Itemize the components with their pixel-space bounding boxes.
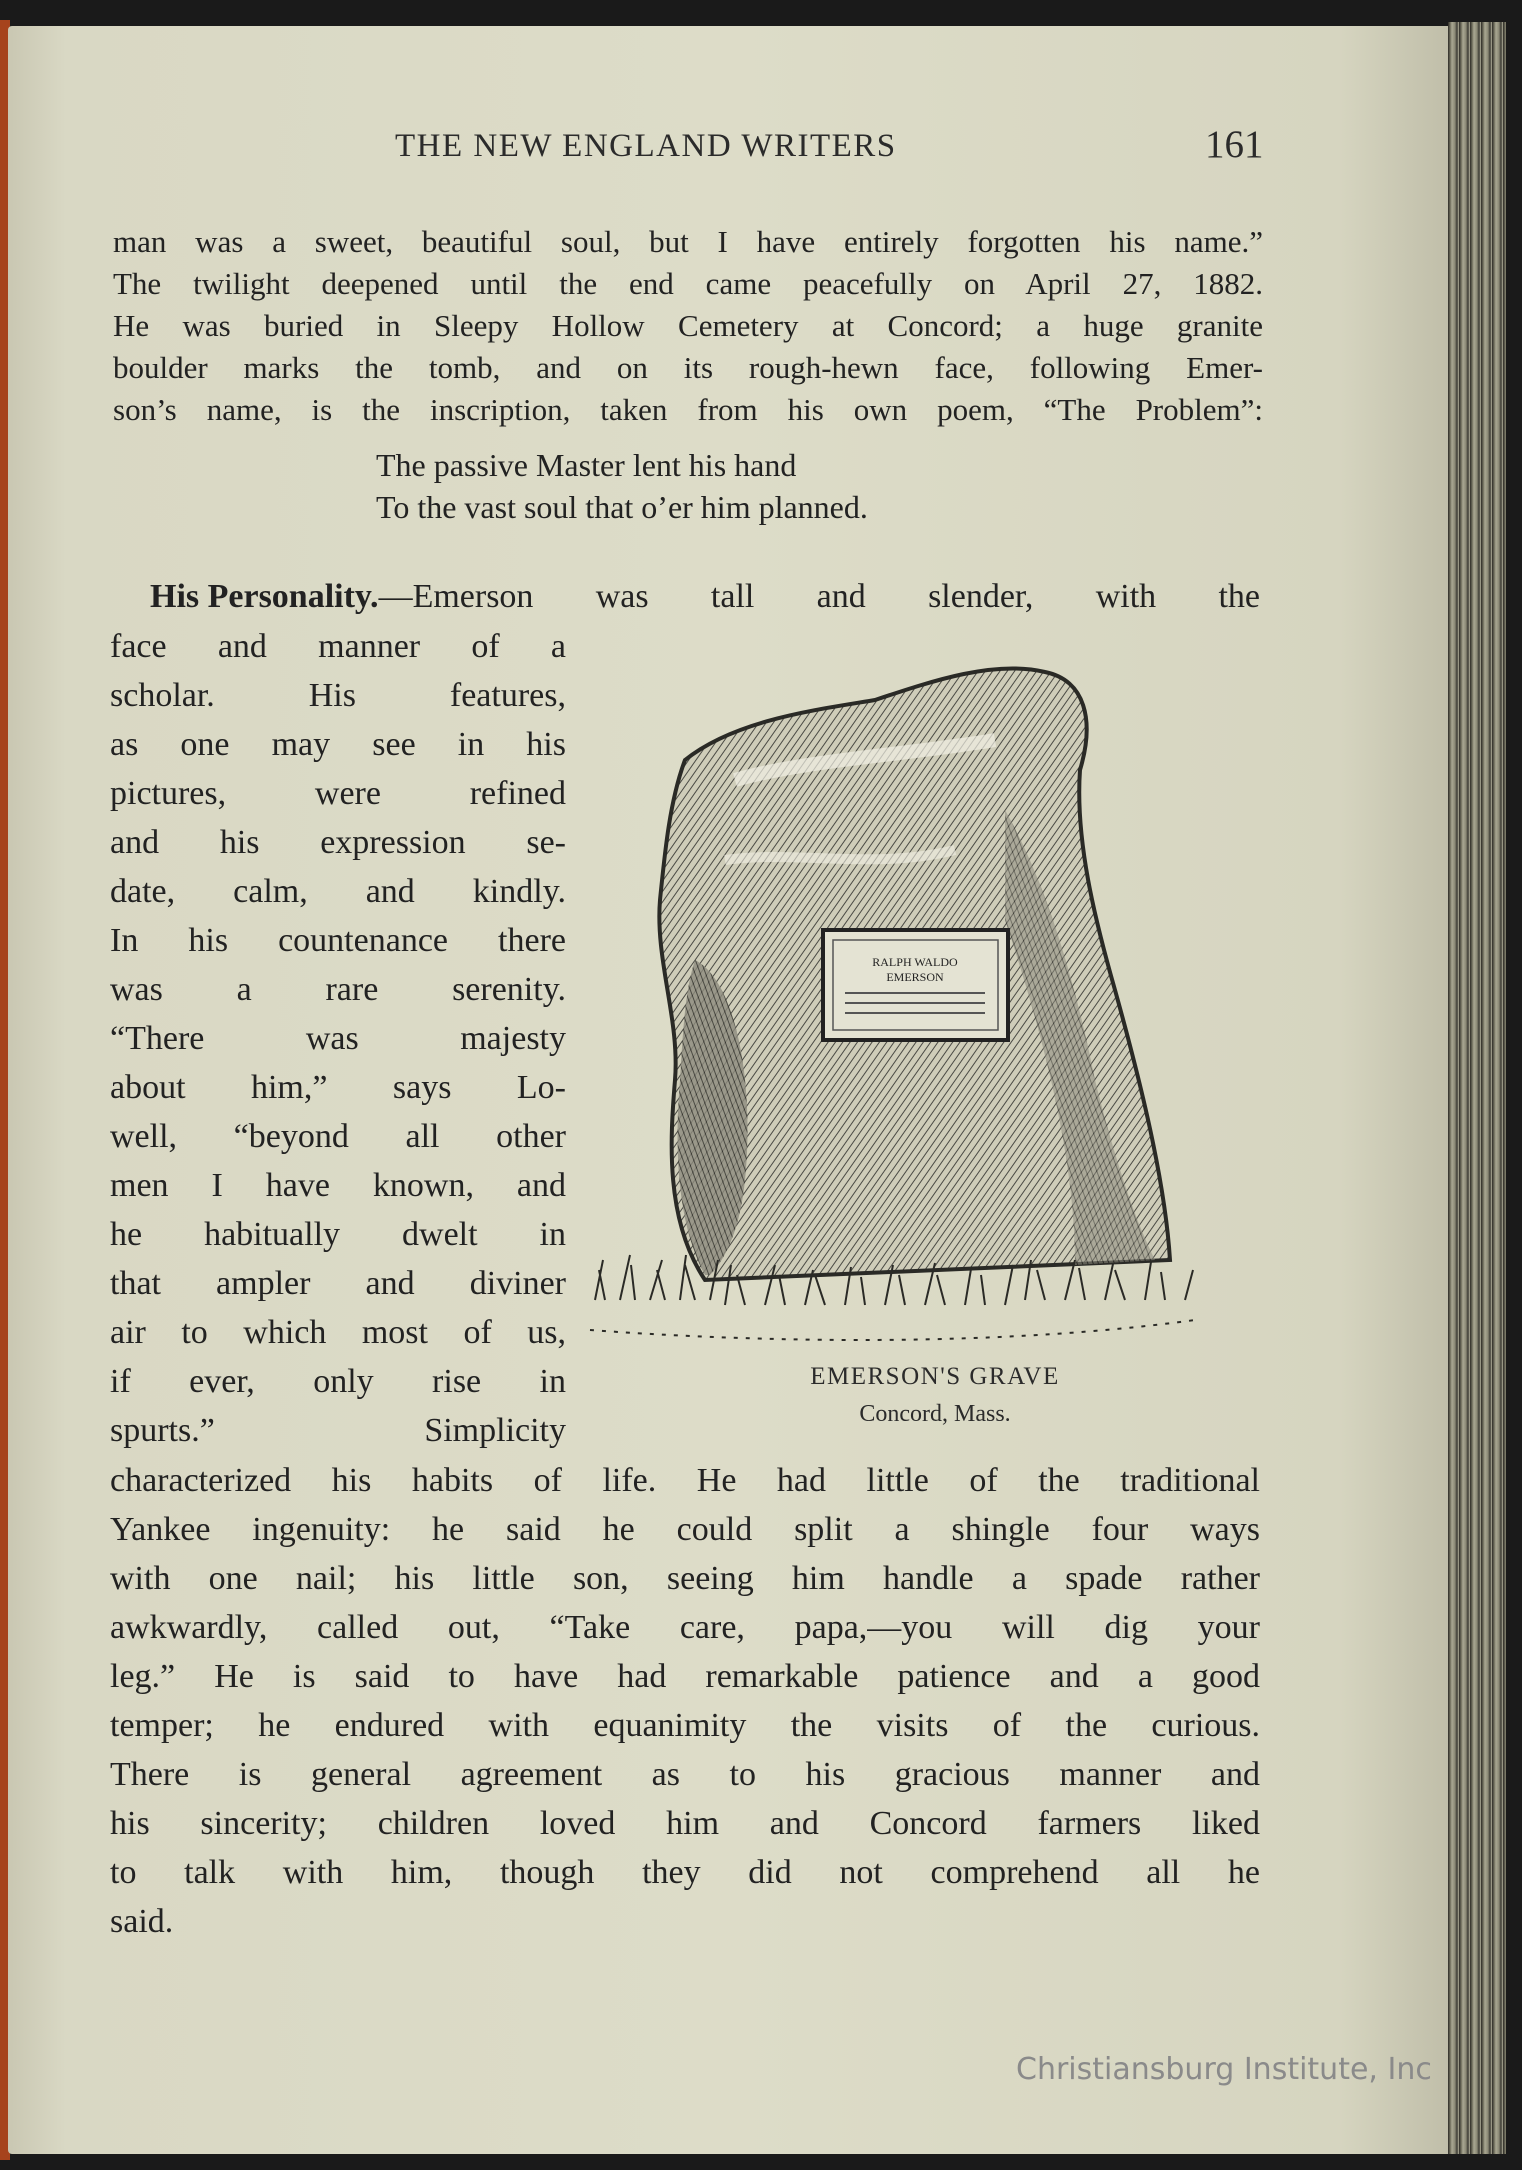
text-line: with one nail; his little son, seeing him handle a spade rather <box>110 1560 1260 1597</box>
text-line: said. <box>110 1903 174 1940</box>
text-line: his sincerity; children loved him and Concord farmers liked <box>110 1805 1260 1842</box>
boulder-illustration <box>575 660 1225 1360</box>
text-line: as one may see in his <box>110 726 566 763</box>
text-line: leg.” He is said to have had remarkable patience and a good <box>110 1658 1260 1695</box>
verse-line: To the vast soul that o’er him planned. <box>376 489 868 525</box>
text-line: air to which most of us, <box>110 1314 566 1351</box>
text-line: temper; he endured with equanimity the visits of the curious. <box>110 1707 1260 1744</box>
verse-line: The passive Master lent his hand <box>376 447 797 483</box>
text-line: He was buried in Sleepy Hollow Cemetery at Concord; a huge granite <box>113 308 1263 343</box>
page-fore-edge <box>1448 22 1506 2154</box>
text-line: Yankee ingenuity: he said he could split a shingle four ways <box>110 1511 1260 1548</box>
text-line: There is general agreement as to his gracious manner and <box>110 1756 1260 1793</box>
plaque-text-line: EMERSON <box>886 970 944 984</box>
text-line: date, calm, and kindly. <box>110 873 566 910</box>
text-line: that ampler and diviner <box>110 1265 566 1302</box>
text-line: pictures, were refined <box>110 775 566 812</box>
text-line: boulder marks the tomb, and on its rough-hewn face, following Emer- <box>113 350 1263 385</box>
watermark: Christiansburg Institute, Inc <box>1016 2052 1432 2087</box>
text-line: was a rare serenity. <box>110 971 566 1008</box>
page-header <box>110 123 1264 178</box>
text-line: face and manner of a <box>110 628 566 665</box>
running-head: THE NEW ENGLAND WRITERS <box>395 128 897 164</box>
caption-place: Concord, Mass. <box>859 1401 1011 1427</box>
text-line: The twilight deepened until the end came peacefully on April 27, 1882. <box>113 266 1263 301</box>
text-line: about him,” says Lo- <box>110 1069 566 1106</box>
text-line: well, “beyond all other <box>110 1118 566 1155</box>
figure-caption <box>760 1363 1110 1428</box>
text-line: characterized his habits of life. He had little of the traditional <box>110 1462 1260 1499</box>
text-line: man was a sweet, beautiful soul, but I have entirely forgotten his name.” <box>113 224 1263 259</box>
text-line: scholar. His features, <box>110 677 566 714</box>
text-line: In his countenance there <box>110 922 566 959</box>
grave-plaque <box>823 930 1008 1040</box>
emerson-grave-figure <box>575 660 1225 1427</box>
text-line: he habitually dwelt in <box>110 1216 566 1253</box>
text-line: awkwardly, called out, “Take care, papa,—you will dig your <box>110 1609 1260 1646</box>
section-heading: His Personality. <box>150 578 379 615</box>
grass <box>590 1255 1195 1340</box>
text-line: to talk with him, though they did not comprehend all he <box>110 1854 1260 1891</box>
text-line: and his expression se- <box>110 824 566 861</box>
text-line: men I have known, and <box>110 1167 566 1204</box>
plaque-text-line: RALPH WALDO <box>872 955 958 969</box>
text-line: son’s name, is the inscription, taken from his own poem, “The Problem”: <box>113 392 1263 427</box>
caption-title: EMERSON'S GRAVE <box>810 1363 1060 1390</box>
text-line: —Emerson was tall and slender, with the <box>378 578 1260 615</box>
text-line: spurts.” Simplicity <box>110 1412 566 1449</box>
text-line: if ever, only rise in <box>110 1363 566 1400</box>
text-line: “There was majesty <box>110 1020 566 1057</box>
section-first-line <box>150 578 1260 616</box>
page-number: 161 <box>1205 123 1264 166</box>
